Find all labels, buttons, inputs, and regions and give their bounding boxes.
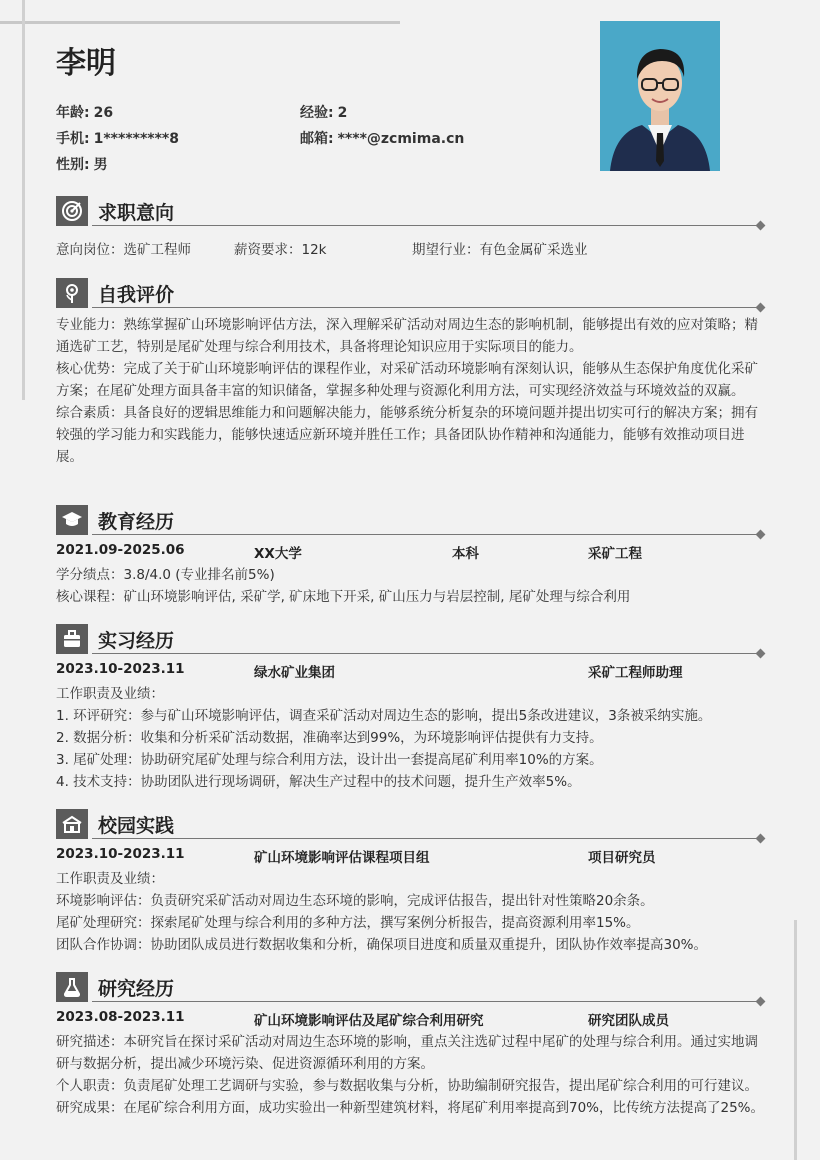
phone-value: 1*********8 [93,131,179,147]
phone-label: 手机: [56,131,90,147]
campus-dates: 2023.10-2023.11 [56,846,185,862]
core-strengths-paragraph: 核心优势：完成了关于矿山环境影响评估的课程作业，对采矿活动环境影响有深刻认识，能够从生态保护角度优化采矿方案；在尾矿处理方面具备丰富的知识储备，掌握多种处理与资源化利用方法，可实现经济效益与环境效益的双赢。 [56,361,758,399]
section-divider [92,1001,760,1002]
decorative-left-line [22,0,25,400]
internship-title: 实习经历 [98,630,175,652]
section-divider [92,838,760,839]
age-info [56,102,113,122]
education-header [56,505,764,537]
education-entry-header [56,542,764,564]
candidate-name: 李明 [56,46,116,81]
gender-value: 男 [93,157,108,173]
expected-industry: 期望行业：有色金属矿采选业 [412,242,588,258]
internship-section [56,624,764,793]
flower-icon [56,278,88,308]
flask-icon [56,972,88,1002]
list-item: 2. 数据分析：收集和分析采矿活动数据，准确率达到99%，为环境影响评估提供有力支持。 [56,730,603,746]
phone-info [56,128,179,148]
job-intent-row [56,238,764,262]
gender-info [56,154,108,174]
company-name: 绿水矿业集团 [254,665,335,681]
gender-label: 性别: [56,157,90,173]
list-item: 4. 技术支持：协助团队进行现场调研，解决生产过程中的技术问题，提升生产效率5%。 [56,774,581,790]
personal-responsibilities: 个人职责：负责尾矿处理工艺调研与实验，参与数据收集与分析，协助编制研究报告，提出尾矿综合利用的可行建议。 [56,1078,758,1094]
professional-ability-paragraph: 专业能力：熟练掌握矿山环境影响评估方法，深入理解采矿活动对周边生态的影响机制，能够提出有效的应对策略；精通选矿工艺，特别是尾矿处理与综合利用技术，具备将理论知识应用于实际项目的能力。 [56,317,758,355]
gpa-line: 学分绩点：3.8/4.0 (专业排名前5%) [56,567,275,583]
education-title: 教育经历 [98,511,175,533]
school-name: XX大学 [254,546,302,562]
age-value: 26 [93,105,114,121]
internship-entry-header [56,661,764,683]
internship-details [56,683,764,793]
research-dates: 2023.08-2023.11 [56,1009,185,1025]
research-title: 研究经历 [98,978,175,1000]
self-evaluation-section [56,278,764,468]
overall-quality-paragraph: 综合素质：具备良好的逻辑思维能力和问题解决能力，能够系统分析复杂的环境问题并提出切实可行的解决方案；拥有较强的学习能力和实践能力，能够快速适应新环境并胜任工作；具备团队协作精神和沟通能力，能够有效推动项目进展。 [56,405,758,465]
divider-end-marker [756,303,766,313]
campus-practice-title: 校园实践 [98,815,175,837]
research-description: 研究描述：本研究旨在探讨采矿活动对周边生态环境的影响，重点关注选矿过程中尾矿的处理与综合利用。通过实地调研与数据分析，提出减少环境污染、促进资源循环利用的方案。 [56,1034,758,1072]
experience-label: 经验: [300,105,334,121]
internship-role: 采矿工程师助理 [588,665,683,681]
degree: 本科 [452,546,479,562]
divider-end-marker [756,221,766,231]
decorative-top-line [0,21,400,24]
education-section [56,505,764,608]
job-intent-title: 求职意向 [98,202,175,224]
research-role: 研究团队成员 [588,1013,669,1029]
duties-label: 工作职责及业绩： [56,686,164,702]
section-divider [92,534,760,535]
expected-salary: 薪资要求：12k [234,242,327,258]
decorative-right-line [794,920,797,1160]
self-evaluation-header [56,278,764,310]
experience-info [300,102,347,122]
duties-label: 工作职责及业绩： [56,871,164,887]
internship-header [56,624,764,656]
campus-entry-header [56,846,764,868]
list-item: 1. 环评研究：参与矿山环境影响评估，调查采矿活动对周边生态的影响，提出5条改进建议，3条被采纳实施。 [56,708,712,724]
research-header [56,972,764,1004]
education-details [56,564,764,608]
profile-photo [600,21,720,171]
research-details [56,1031,764,1119]
list-item: 团队合作协调：协助团队成员进行数据收集和分析，确保项目进度和质量双重提升，团队协作效率提高30%。 [56,937,708,953]
organization-name: 矿山环境影响评估课程项目组 [254,850,430,866]
divider-end-marker [756,834,766,844]
section-divider [92,225,760,226]
campus-practice-section [56,809,764,956]
campus-details [56,868,764,956]
list-item: 尾矿处理研究：探索尾矿处理与综合利用的多种方法，撰写案例分析报告，提高资源利用率15%。 [56,915,640,931]
divider-end-marker [756,997,766,1007]
research-section [56,972,764,1119]
research-entry-header [56,1009,764,1031]
divider-end-marker [756,530,766,540]
email-info [300,128,464,148]
list-item: 3. 尾矿处理：协助研究尾矿处理与综合利用方法，设计出一套提高尾矿利用率10%的方案。 [56,752,603,768]
email-label: 邮箱: [300,131,334,147]
divider-end-marker [756,649,766,659]
list-item: 环境影响评估：负责研究采矿活动对周边生态环境的影响，完成评估报告，提出针对性策略20余条。 [56,893,654,909]
job-intent-header [56,196,764,228]
experience-value: 2 [337,105,348,121]
research-results: 研究成果：在尾矿综合利用方面，成功实验出一种新型建筑材料，将尾矿利用率提高到70%，比传统方法提高了25%。 [56,1100,765,1116]
intended-position: 意向岗位：选矿工程师 [56,242,191,258]
major: 采矿工程 [588,546,642,562]
campus-role: 项目研究员 [588,850,656,866]
self-evaluation-body [56,314,764,468]
campus-practice-header [56,809,764,841]
project-name: 矿山环境影响评估及尾矿综合利用研究 [254,1013,484,1029]
section-divider [92,307,760,308]
education-dates: 2021.09-2025.06 [56,542,185,558]
age-label: 年龄: [56,105,90,121]
target-icon [56,196,88,226]
core-courses-line: 核心课程：矿山环境影响评估, 采矿学, 矿床地下开采, 矿山压力与岩层控制, 尾矿处理与综合利用 [56,589,631,605]
section-divider [92,653,760,654]
school-building-icon [56,809,88,839]
briefcase-icon [56,624,88,654]
email-value: ****@zcmima.cn [337,131,465,147]
job-intent-section [56,196,764,262]
graduation-cap-icon [56,505,88,535]
internship-dates: 2023.10-2023.11 [56,661,185,677]
self-evaluation-title: 自我评价 [98,284,175,306]
